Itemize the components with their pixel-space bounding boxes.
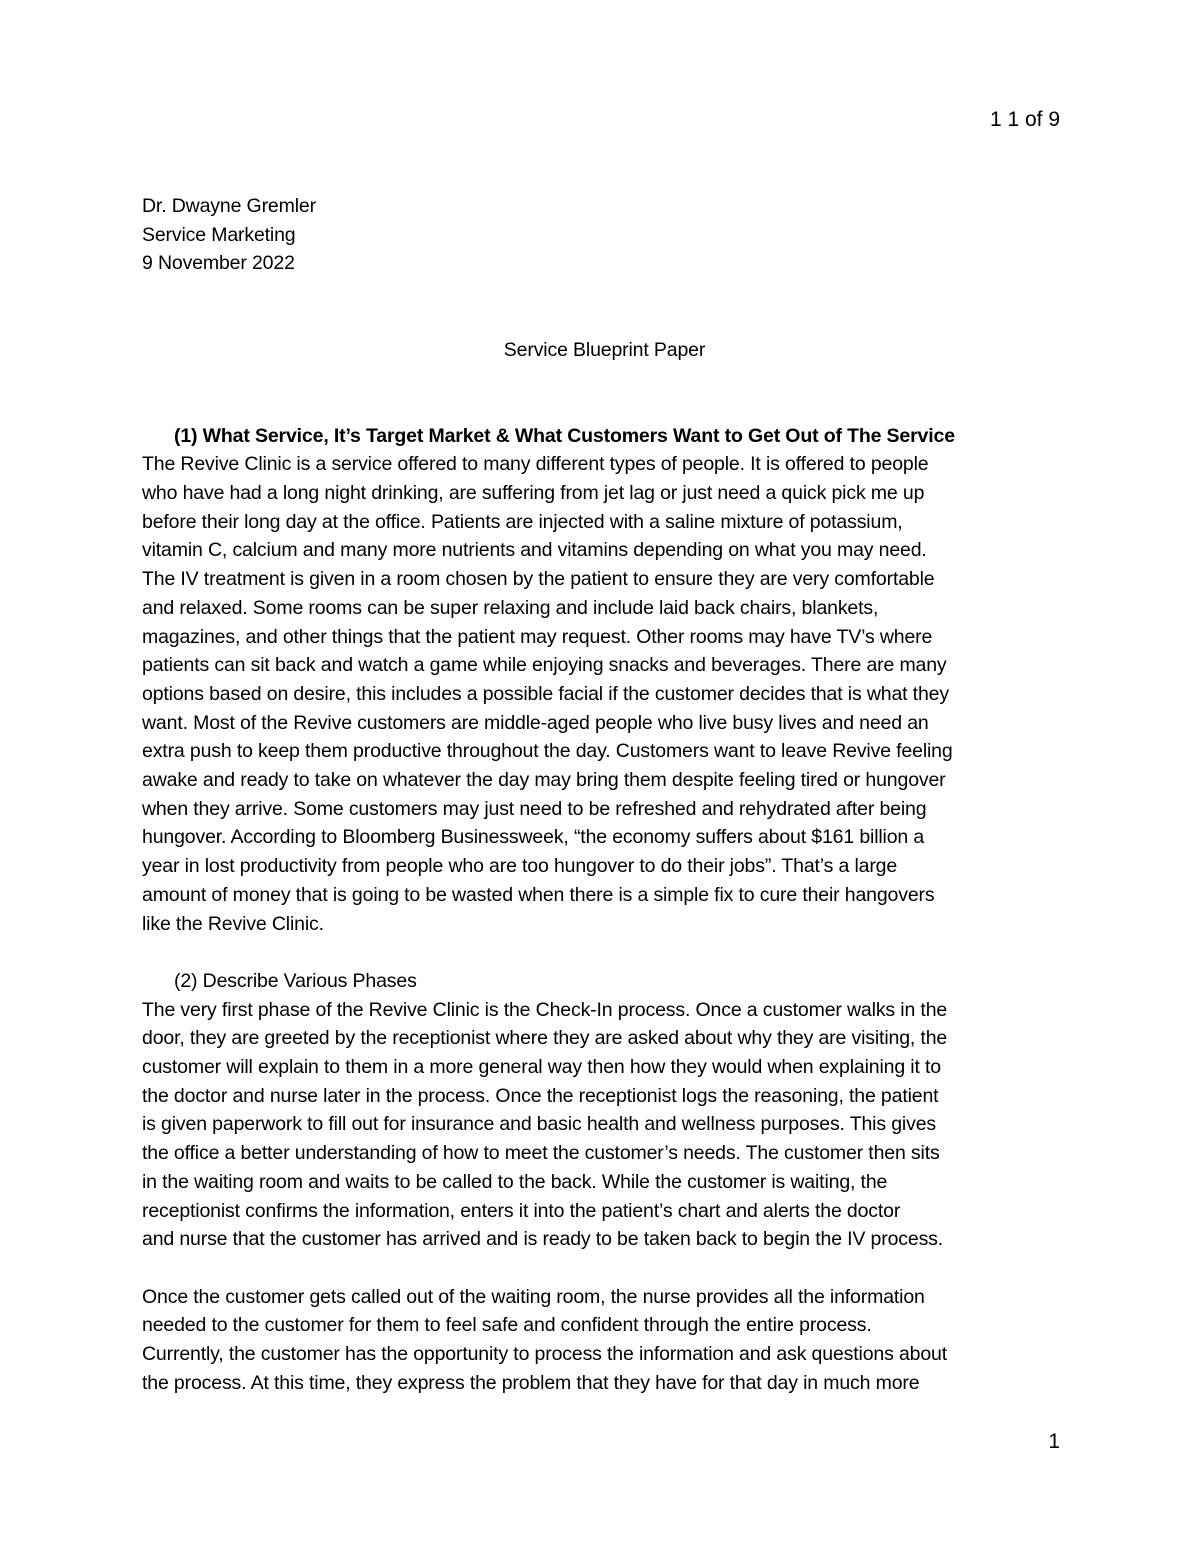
paragraph-line: the process. At this time, they express the problem that they have for that day in much more [142,1371,920,1394]
paragraph-line: is given paperwork to fill out for insurance and basic health and wellness purposes. This gives [142,1113,937,1136]
section-2-heading: (2) Describe Various Phases [174,969,417,992]
paragraph-line: receptionist confirms the information, enters it into the patient’s chart and alerts the doctor [142,1199,901,1222]
paragraph-line: in the waiting room and waits to be called to the back. While the customer is waiting, the [142,1170,888,1193]
paragraph-line: options based on desire, this includes a possible facial if the customer decides that is what they [142,682,949,705]
section-2-paragraph-2 [142,1283,1067,1398]
paragraph-line: and nurse that the customer has arrived and is ready to be taken back to begin the IV process. [142,1228,944,1251]
section-2-paragraph-1 [142,996,1067,1254]
section-2 [142,967,1067,1398]
paragraph-line: patients can sit back and watch a game while enjoying snacks and beverages. There are many [142,654,947,677]
paragraph-line: when they arrive. Some customers may just need to be refreshed and rehydrated after being [142,797,927,820]
paragraph-line: The very first phase of the Revive Clinic is the Check-In process. Once a customer walks in the [142,998,948,1021]
paragraph-line: the office a better understanding of how to meet the customer’s needs. The customer then sits [142,1142,940,1165]
paragraph-line: customer will explain to them in a more general way then how they would when explaining it to [142,1056,941,1079]
paragraph-line: want. Most of the Revive customers are middle-aged people who live busy lives and need an [142,711,929,734]
spacer [142,364,1067,421]
section-1-heading: (1) What Service, It’s Target Market & What Customers Want to Get Out of The Service [174,424,955,447]
paragraph-line: hungover. According to Bloomberg Businessweek, “the economy suffers about $161 billion a [142,826,925,849]
paragraph-line: amount of money that is going to be wasted when there is a simple fix to cure their hangovers [142,883,935,906]
spacer [142,938,1067,967]
course-name: Service Marketing [142,223,296,246]
paragraph-line: awake and ready to take on whatever the day may bring them despite feeling tired or hungover [142,769,946,792]
paragraph-line: before their long day at the office. Patients are injected with a saline mixture of potassium, [142,510,903,533]
document-title: Service Blueprint Paper [503,338,706,361]
paragraph-line: Once the customer gets called out of the waiting room, the nurse provides all the information [142,1285,925,1308]
paragraph-line: the doctor and nurse later in the process. Once the receptionist logs the reasoning, the patient [142,1084,939,1107]
header-page-indicator: 1 1 of 9 [989,108,1060,131]
paragraph-line: who have had a long night drinking, are suffering from jet lag or just need a quick pick me up [142,482,925,504]
spacer [142,278,1067,335]
paragraph-line: year in lost productivity from people who are too hungover to do their jobs”. That’s a large [142,855,898,878]
paragraph-line: magazines, and other things that the patient may request. Other rooms may have TV’s where [142,625,933,648]
letterhead [142,192,1067,278]
paragraph-line: like the Revive Clinic. [142,912,324,935]
paragraph-line: and relaxed. Some rooms can be super relaxing and include laid back chairs, blankets, [142,596,879,619]
spacer [142,1254,1067,1283]
paragraph-line: Currently, the customer has the opportunity to process the information and ask questions about [142,1343,947,1366]
paragraph-line: extra push to keep them productive throughout the day. Customers want to leave Revive feeling [142,740,953,763]
paragraph-line: needed to the customer for them to feel safe and confident through the entire process. [142,1314,872,1337]
paragraph-line: door, they are greeted by the receptionist where they are asked about why they are visiting, the [142,1027,948,1050]
paragraph-line: vitamin C, calcium and many more nutrients and vitamins depending on what you may need. [142,539,927,562]
footer-page-number: 1 [1048,1430,1060,1453]
section-1-paragraph [142,450,1067,938]
paragraph-line: The Revive Clinic is a service offered to many different types of people. It is offered to people [142,453,929,476]
document-date: 9 November 2022 [142,252,295,275]
professor-name: Dr. Dwayne Gremler [142,195,316,217]
section-1 [142,422,1067,939]
paragraph-line: The IV treatment is given in a room chosen by the patient to ensure they are very comfortable [142,568,935,591]
document-body [142,192,1067,1397]
